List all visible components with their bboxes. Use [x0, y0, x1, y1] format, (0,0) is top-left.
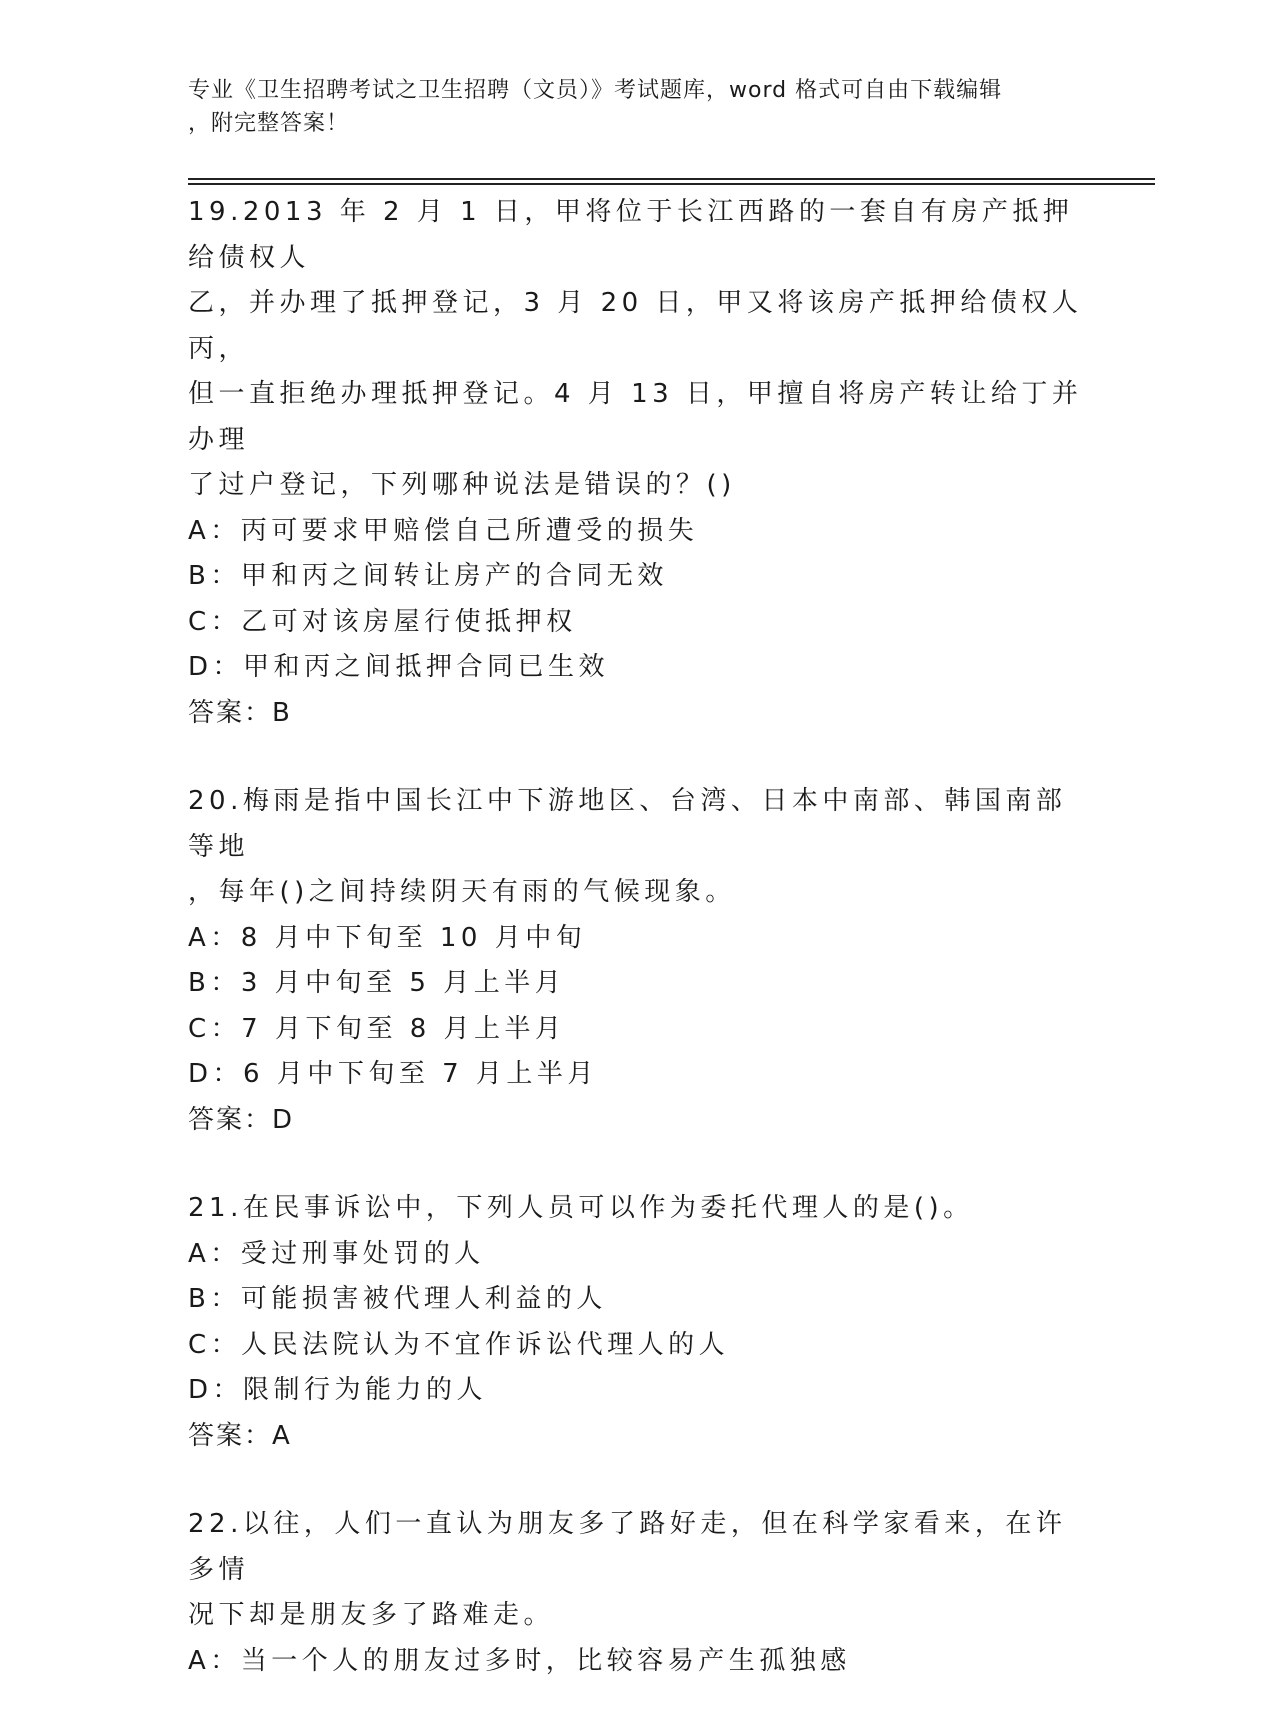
question-20 [188, 779, 1088, 1143]
question-stem-line: 20.梅雨是指中国长江中下游地区、台湾、日本中南部、韩国南部等地 [188, 786, 1067, 862]
option-a: A：受过刑事处罚的人 [188, 1238, 485, 1269]
option-b: B：3 月中旬至 5 月上半月 [188, 968, 566, 998]
option-b: B：甲和丙之间转让房产的合同无效 [188, 561, 668, 591]
header-line-1: 专业《卫生招聘考试之卫生招聘（文员）》考试题库，word 格式可自由下载编辑 [188, 78, 1003, 103]
question-stem-line: 况下却是朋友多了路难走。 [188, 1600, 555, 1630]
question-stem-line: ，每年()之间持续阴天有雨的气候现象。 [188, 877, 736, 907]
option-b: B：可能损害被代理人利益的人 [188, 1284, 607, 1314]
question-list [188, 190, 1088, 1727]
answer-line: 答案：D [188, 1104, 295, 1135]
question-21 [188, 1186, 1088, 1459]
header-divider-top [188, 178, 1155, 180]
answer-line: 答案：B [188, 697, 292, 728]
option-c: C：7 月下旬至 8 月上半月 [188, 1013, 566, 1044]
header-divider-bottom [188, 183, 1155, 185]
option-d: D：甲和丙之间抵押合同已生效 [188, 652, 610, 682]
option-c: C：人民法院认为不宜作诉讼代理人的人 [188, 1329, 730, 1360]
header-line-2: ，附完整答案！ [188, 111, 350, 136]
question-stem-line: 乙，并办理了抵押登记，3 月 20 日，甲又将该房产抵押给债权人丙， [188, 288, 1083, 364]
document-header [188, 74, 1088, 140]
answer-line: 答案：A [188, 1420, 292, 1451]
question-19 [188, 190, 1088, 736]
option-d: D：6 月中下旬至 7 月上半月 [188, 1059, 598, 1089]
option-a: A：丙可要求甲赔偿自己所遭受的损失 [188, 515, 699, 546]
option-d: D：限制行为能力的人 [188, 1375, 488, 1405]
option-a: A：当一个人的朋友过多时，比较容易产生孤独感 [188, 1645, 851, 1676]
question-stem-line: 21.在民事诉讼中，下列人员可以作为委托代理人的是()。 [188, 1193, 974, 1223]
question-22 [188, 1502, 1088, 1684]
option-a: A：8 月中下旬至 10 月中旬 [188, 922, 587, 953]
question-stem-line: 22.以往，人们一直认为朋友多了路好走，但在科学家看来，在许多情 [188, 1509, 1067, 1585]
question-stem-line: 但一直拒绝办理抵押登记。4 月 13 日，甲擅自将房产转让给丁并办理 [188, 379, 1083, 455]
question-stem-line: 了过户登记，下列哪种说法是错误的？() [188, 470, 736, 500]
question-stem-line: 19.2013 年 2 月 1 日，甲将位于长江西路的一套自有房产抵押给债权人 [188, 197, 1074, 273]
option-c: C：乙可对该房屋行使抵押权 [188, 606, 577, 637]
